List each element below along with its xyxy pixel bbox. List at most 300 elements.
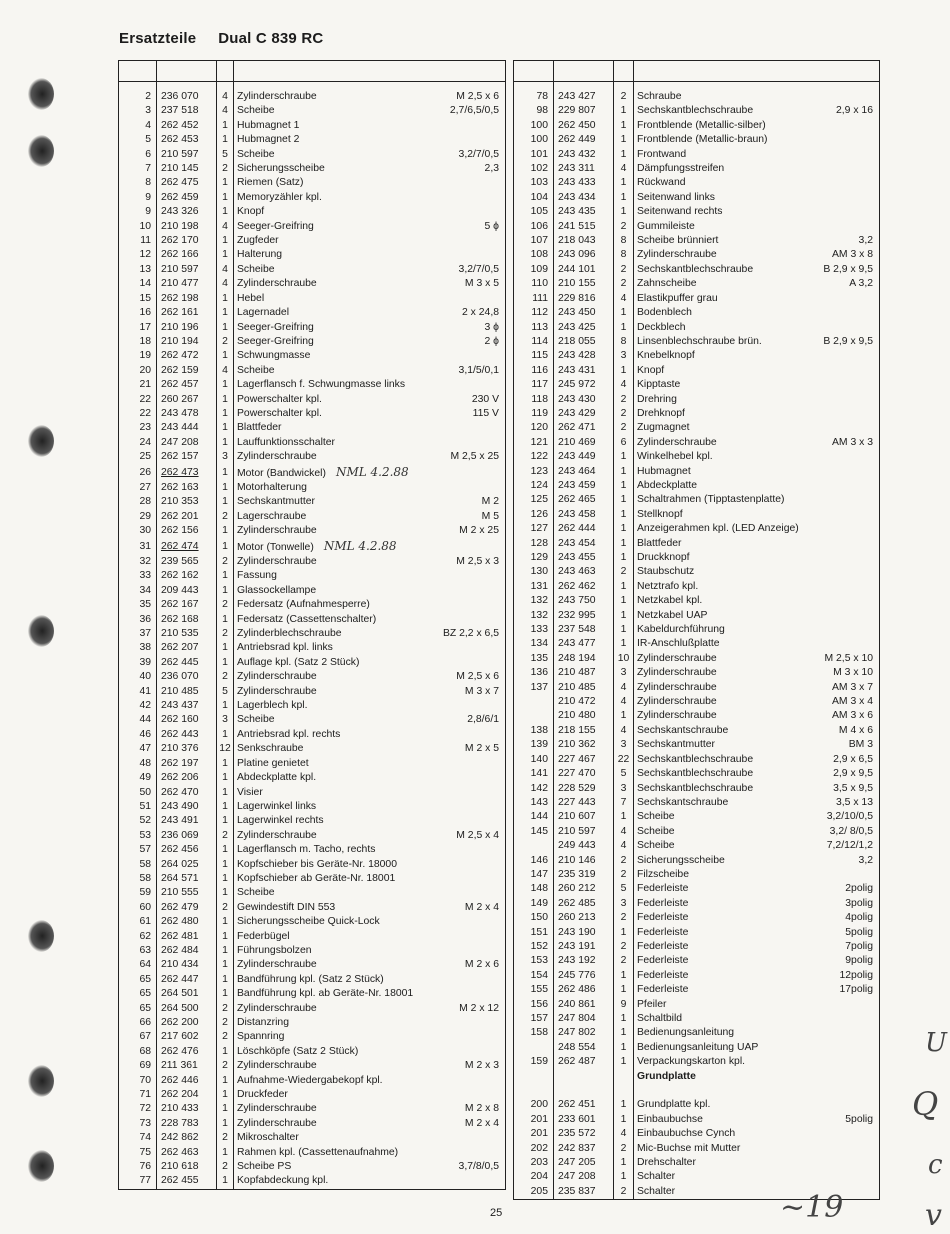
part-specification: AM 3 x 7 [832, 681, 873, 693]
table-row [514, 220, 880, 234]
parts-table-left [118, 60, 506, 1190]
part-description: Federleiste [637, 883, 689, 895]
quantity: 1 [614, 1012, 634, 1026]
position-number: 42 [119, 699, 157, 713]
position-number [514, 709, 554, 723]
part-specification: 3polig [845, 897, 873, 909]
position-number: 62 [119, 930, 157, 944]
part-description: Zylinderschraube [237, 1002, 317, 1014]
position-number [514, 1084, 554, 1098]
description-cell [234, 263, 506, 277]
part-description: Blattfeder [637, 537, 682, 549]
handwritten-note: ~19 [780, 1190, 844, 1225]
table-row [514, 1012, 880, 1026]
description-cell [234, 495, 506, 509]
part-number: 262 481 [157, 930, 217, 944]
table-row [119, 292, 506, 306]
description-cell [234, 713, 506, 727]
part-specification: 2polig [845, 883, 873, 895]
position-number: 30 [119, 524, 157, 538]
position-number: 33 [119, 569, 157, 583]
part-description: Hebel [237, 292, 265, 304]
part-description: Scheibe [237, 148, 275, 160]
table-row [514, 796, 880, 810]
description-cell [634, 421, 880, 435]
description-cell [634, 1170, 880, 1184]
table-row [514, 825, 880, 839]
table-row [514, 191, 880, 205]
part-number: 264 025 [157, 858, 217, 872]
table-row [514, 695, 880, 709]
quantity: 1 [614, 119, 634, 133]
position-number: 104 [514, 191, 554, 205]
table-row [514, 465, 880, 479]
part-number: 243 491 [157, 814, 217, 828]
quantity: 1 [614, 1055, 634, 1069]
quantity: 1 [217, 1088, 234, 1102]
quantity: 2 [614, 854, 634, 868]
description-cell [634, 321, 880, 335]
quantity: 6 [614, 436, 634, 450]
quantity: 4 [614, 724, 634, 738]
part-description: Zylinderschraube [237, 1060, 317, 1072]
quantity: 10 [614, 652, 634, 666]
part-description: Platine genietet [237, 757, 309, 769]
part-number: 236 069 [157, 829, 217, 843]
table-row [514, 90, 880, 104]
position-number: 65 [119, 1002, 157, 1016]
table-row [119, 421, 506, 435]
quantity: 2 [614, 421, 634, 435]
position-number: 139 [514, 738, 554, 752]
part-specification: M 2,5 x 10 [824, 652, 873, 664]
table-row [514, 277, 880, 291]
part-number: 262 471 [554, 421, 614, 435]
table-row [119, 104, 506, 118]
description-cell [634, 148, 880, 162]
table-row [119, 1146, 506, 1160]
part-description: Sechskantblechschraube [637, 263, 754, 275]
part-description: Staubschutz [637, 566, 695, 578]
part-specification: M 2,5 x 6 [456, 91, 499, 102]
spacer-cell [554, 82, 614, 91]
part-specification: M 2 x 8 [464, 1103, 499, 1115]
description-cell [234, 133, 506, 147]
table-row [514, 407, 880, 421]
description-cell [634, 407, 880, 421]
part-number: 210 469 [554, 436, 614, 450]
part-description: Mic-Buchse mit Mutter [637, 1142, 741, 1154]
quantity: 1 [217, 421, 234, 435]
part-number: 210 555 [157, 886, 217, 900]
description-cell [634, 335, 880, 349]
part-description: Knebelknopf [637, 350, 695, 362]
part-description: Powerschalter kpl. [237, 393, 322, 405]
table-row [119, 858, 506, 872]
part-number: 262 198 [157, 292, 217, 306]
part-description: Rückwand [637, 177, 686, 189]
position-number: 138 [514, 724, 554, 738]
table-row [119, 335, 506, 349]
quantity: 1 [614, 1156, 634, 1170]
description-cell [234, 421, 506, 435]
position-number: 47 [119, 742, 157, 756]
description-cell [634, 1156, 880, 1170]
quantity: 1 [217, 843, 234, 857]
part-description: Sechskantschraube [637, 796, 729, 808]
page-title [119, 30, 323, 47]
description-cell [634, 738, 880, 752]
quantity: 4 [217, 364, 234, 378]
part-description: Grundplatte [637, 1070, 696, 1082]
quantity: 5 [217, 148, 234, 162]
quantity: 1 [217, 539, 234, 555]
part-description: Lagernadel [237, 307, 289, 319]
description-cell [234, 858, 506, 872]
description-cell [634, 220, 880, 234]
table-row [514, 364, 880, 378]
table-row [119, 1174, 506, 1189]
part-description: Lagerwinkel links [237, 800, 317, 812]
position-number: 5 [119, 133, 157, 147]
part-description: Scheibe [237, 714, 275, 726]
position-number: 145 [514, 825, 554, 839]
description-cell [634, 954, 880, 968]
description-cell [234, 1016, 506, 1030]
table-row [514, 998, 880, 1012]
position-number: 38 [119, 641, 157, 655]
quantity: 1 [614, 450, 634, 464]
description-cell [634, 681, 880, 695]
position-number: 21 [119, 378, 157, 392]
part-description: Federleiste [637, 955, 689, 967]
punch-hole [28, 135, 54, 167]
table-row [514, 148, 880, 162]
description-cell [634, 162, 880, 176]
position-number: 29 [119, 510, 157, 524]
part-description: Federsatz (Aufnahmesperre) [237, 599, 370, 611]
quantity: 1 [217, 613, 234, 627]
part-description: Zylinderschraube [637, 696, 717, 708]
position-number: 129 [514, 551, 554, 565]
quantity: 1 [614, 191, 634, 205]
part-description: Zylinderschraube [637, 249, 717, 261]
position-number: 75 [119, 1146, 157, 1160]
description-cell [634, 724, 880, 738]
quantity: 3 [614, 897, 634, 911]
quantity: 1 [217, 378, 234, 392]
description-cell [634, 1041, 880, 1055]
description-cell [234, 1045, 506, 1059]
quantity: 1 [217, 858, 234, 872]
part-description: Federleiste [637, 984, 689, 996]
position-number: 117 [514, 378, 554, 392]
table-row [514, 1084, 880, 1098]
part-specification: 7,2/12/1,2 [826, 840, 873, 852]
punch-hole [28, 1150, 54, 1182]
position-number: 113 [514, 321, 554, 335]
part-description: Federleiste [637, 940, 689, 952]
description-cell [234, 436, 506, 450]
description-cell [234, 1131, 506, 1145]
quantity: 1 [217, 584, 234, 598]
table-row [514, 782, 880, 796]
quantity: 1 [614, 465, 634, 479]
part-description: Rahmen kpl. (Cassettenaufnahme) [237, 1146, 399, 1158]
description-cell [634, 580, 880, 594]
part-number: 210 487 [554, 666, 614, 680]
table-row [514, 119, 880, 133]
table-row [514, 1070, 880, 1084]
part-number: 262 445 [157, 656, 217, 670]
part-number: 243 444 [157, 421, 217, 435]
part-specification: M 2 x 3 [464, 1060, 499, 1072]
description-cell [234, 1117, 506, 1131]
quantity: 1 [217, 872, 234, 886]
description-cell [234, 1002, 506, 1016]
part-description: Seeger-Greifring [237, 335, 314, 347]
description-cell [234, 321, 506, 335]
part-specification: M 3 x 7 [464, 685, 499, 697]
description-cell [234, 539, 506, 555]
description-cell [234, 771, 506, 785]
position-number: 14 [119, 277, 157, 291]
position-number: 28 [119, 495, 157, 509]
part-description: Scheibe [637, 811, 675, 823]
part-number: 262 455 [157, 1174, 217, 1189]
part-number: 243 437 [157, 699, 217, 713]
quantity: 1 [217, 656, 234, 670]
description-cell [634, 479, 880, 493]
part-specification: M 2 x 4 [464, 901, 499, 913]
part-number: 209 443 [157, 584, 217, 598]
part-specification: 2 ϕ [484, 335, 499, 347]
description-cell [634, 364, 880, 378]
handwritten-mark: Q [912, 1085, 939, 1123]
part-number: 262 451 [554, 1098, 614, 1112]
position-number: 65 [119, 973, 157, 987]
table-row [514, 176, 880, 190]
part-description: Zylinderschraube [237, 278, 317, 290]
part-specification: 2,9 x 9,5 [833, 768, 873, 780]
position-number: 156 [514, 998, 554, 1012]
description-cell [234, 786, 506, 800]
table-row [119, 162, 506, 176]
table-row [514, 393, 880, 407]
part-specification: M 2 x 4 [464, 1117, 499, 1129]
table-row [119, 176, 506, 190]
description-cell [634, 1012, 880, 1026]
quantity: 4 [614, 681, 634, 695]
part-number: 243 490 [157, 800, 217, 814]
part-specification: 12polig [839, 969, 873, 981]
quantity: 1 [217, 958, 234, 972]
table-row [514, 637, 880, 651]
part-number: 210 480 [554, 709, 614, 723]
part-number: 243 425 [554, 321, 614, 335]
part-specification: 3,2/7/0,5 [458, 263, 499, 275]
part-specification: AM 3 x 4 [832, 696, 873, 708]
table-row [119, 713, 506, 727]
table-row [514, 724, 880, 738]
quantity: 3 [614, 349, 634, 363]
table-row [514, 292, 880, 306]
table-row [119, 699, 506, 713]
part-number: 262 163 [157, 481, 217, 495]
part-number: 264 571 [157, 872, 217, 886]
part-description: Scheibe [637, 825, 675, 837]
description-cell [234, 349, 506, 363]
quantity: 1 [217, 119, 234, 133]
quantity: 4 [614, 378, 634, 392]
description-cell [234, 465, 506, 481]
table-row [514, 983, 880, 997]
part-number: 243 432 [554, 148, 614, 162]
quantity: 4 [614, 839, 634, 853]
spacer-cell [119, 82, 157, 91]
part-number: 210 597 [157, 148, 217, 162]
table-row [119, 656, 506, 670]
table-row [119, 829, 506, 843]
position-number: 25 [119, 450, 157, 464]
description-cell [634, 306, 880, 320]
part-number: 229 807 [554, 104, 614, 118]
quantity: 2 [217, 627, 234, 641]
table-row [119, 119, 506, 133]
part-number: 262 474 [157, 539, 217, 555]
quantity: 1 [217, 234, 234, 248]
position-number: 78 [514, 90, 554, 104]
table-row [119, 205, 506, 219]
table-row [119, 263, 506, 277]
part-description: Abdeckplatte [637, 479, 698, 491]
table-row [119, 814, 506, 828]
part-number: 210 145 [157, 162, 217, 176]
part-description: Bodenblech [637, 307, 692, 319]
table-row [514, 104, 880, 118]
description-cell [234, 930, 506, 944]
part-number: 242 862 [157, 1131, 217, 1145]
part-number: 218 155 [554, 724, 614, 738]
part-description: Pfeiler [637, 998, 667, 1010]
position-number: 26 [119, 465, 157, 481]
position-number: 202 [514, 1142, 554, 1156]
part-description: Sechskantmutter [237, 496, 315, 508]
description-cell [234, 973, 506, 987]
part-description: Dämpfungsstreifen [637, 163, 725, 175]
part-number: 248 554 [554, 1041, 614, 1055]
description-cell [234, 584, 506, 598]
quantity: 1 [217, 1146, 234, 1160]
quantity: 2 [217, 335, 234, 349]
position-number: 134 [514, 637, 554, 651]
part-description: Winkelhebel kpl. [637, 451, 713, 463]
position-number: 44 [119, 713, 157, 727]
quantity: 1 [614, 926, 634, 940]
part-specification: 3,2 [858, 235, 873, 247]
part-specification: 3,2/7/0,5 [458, 148, 499, 160]
table-row [514, 205, 880, 219]
part-number: 262 486 [554, 983, 614, 997]
description-cell [634, 133, 880, 147]
table-row [119, 1088, 506, 1102]
quantity: 2 [614, 407, 634, 421]
position-number: 49 [119, 771, 157, 785]
part-description: Scheibe [237, 364, 275, 376]
part-description: Zylinderschraube [237, 556, 317, 567]
description-cell [234, 90, 506, 104]
part-number: 229 816 [554, 292, 614, 306]
position-number: 125 [514, 493, 554, 507]
position-number: 149 [514, 897, 554, 911]
description-cell [234, 510, 506, 524]
quantity: 1 [217, 800, 234, 814]
position-number: 126 [514, 508, 554, 522]
part-number: 264 501 [157, 987, 217, 1001]
part-number: 243 458 [554, 508, 614, 522]
table-row [119, 757, 506, 771]
position-number: 4 [119, 119, 157, 133]
part-number: 262 485 [554, 897, 614, 911]
position-number: 77 [119, 1174, 157, 1189]
description-cell [234, 191, 506, 205]
position-number: 115 [514, 349, 554, 363]
quantity: 2 [614, 940, 634, 954]
part-number: 243 477 [554, 637, 614, 651]
quantity: 1 [217, 915, 234, 929]
position-number: 108 [514, 248, 554, 262]
handwritten-mark: U [925, 1028, 947, 1058]
position-number: 132 [514, 609, 554, 623]
part-description: Sechskantmutter [637, 739, 715, 751]
part-number: 262 200 [157, 1016, 217, 1030]
quantity: 1 [614, 306, 634, 320]
position-number [514, 1041, 554, 1055]
table-row [119, 90, 506, 104]
description-cell [234, 119, 506, 133]
part-description: Scheibe [237, 263, 275, 275]
quantity: 1 [217, 1117, 234, 1131]
position-number: 18 [119, 335, 157, 349]
header-cell [514, 61, 554, 82]
quantity: 1 [217, 176, 234, 190]
part-description: Stellknopf [637, 508, 683, 520]
quantity: 8 [614, 234, 634, 248]
part-description: Memoryzähler kpl. [237, 191, 322, 203]
part-number: 240 861 [554, 998, 614, 1012]
table-row [119, 569, 506, 583]
part-description: Federleiste [637, 897, 689, 909]
part-description: Zugmagnet [637, 422, 690, 434]
part-number: 210 353 [157, 495, 217, 509]
table-row [119, 958, 506, 972]
quantity: 1 [614, 623, 634, 637]
position-number: 102 [514, 162, 554, 176]
position-number: 121 [514, 436, 554, 450]
table-row [119, 670, 506, 684]
table-row [119, 886, 506, 900]
part-specification: 5 ϕ [484, 220, 499, 232]
quantity: 3 [614, 738, 634, 752]
position-number: 9 [119, 191, 157, 205]
part-description: Scheibe [637, 840, 675, 852]
table-row [514, 594, 880, 608]
table-row [119, 495, 506, 509]
quantity: 1 [217, 292, 234, 306]
description-cell [234, 234, 506, 248]
quantity: 2 [217, 1016, 234, 1030]
position-number: 110 [514, 277, 554, 291]
